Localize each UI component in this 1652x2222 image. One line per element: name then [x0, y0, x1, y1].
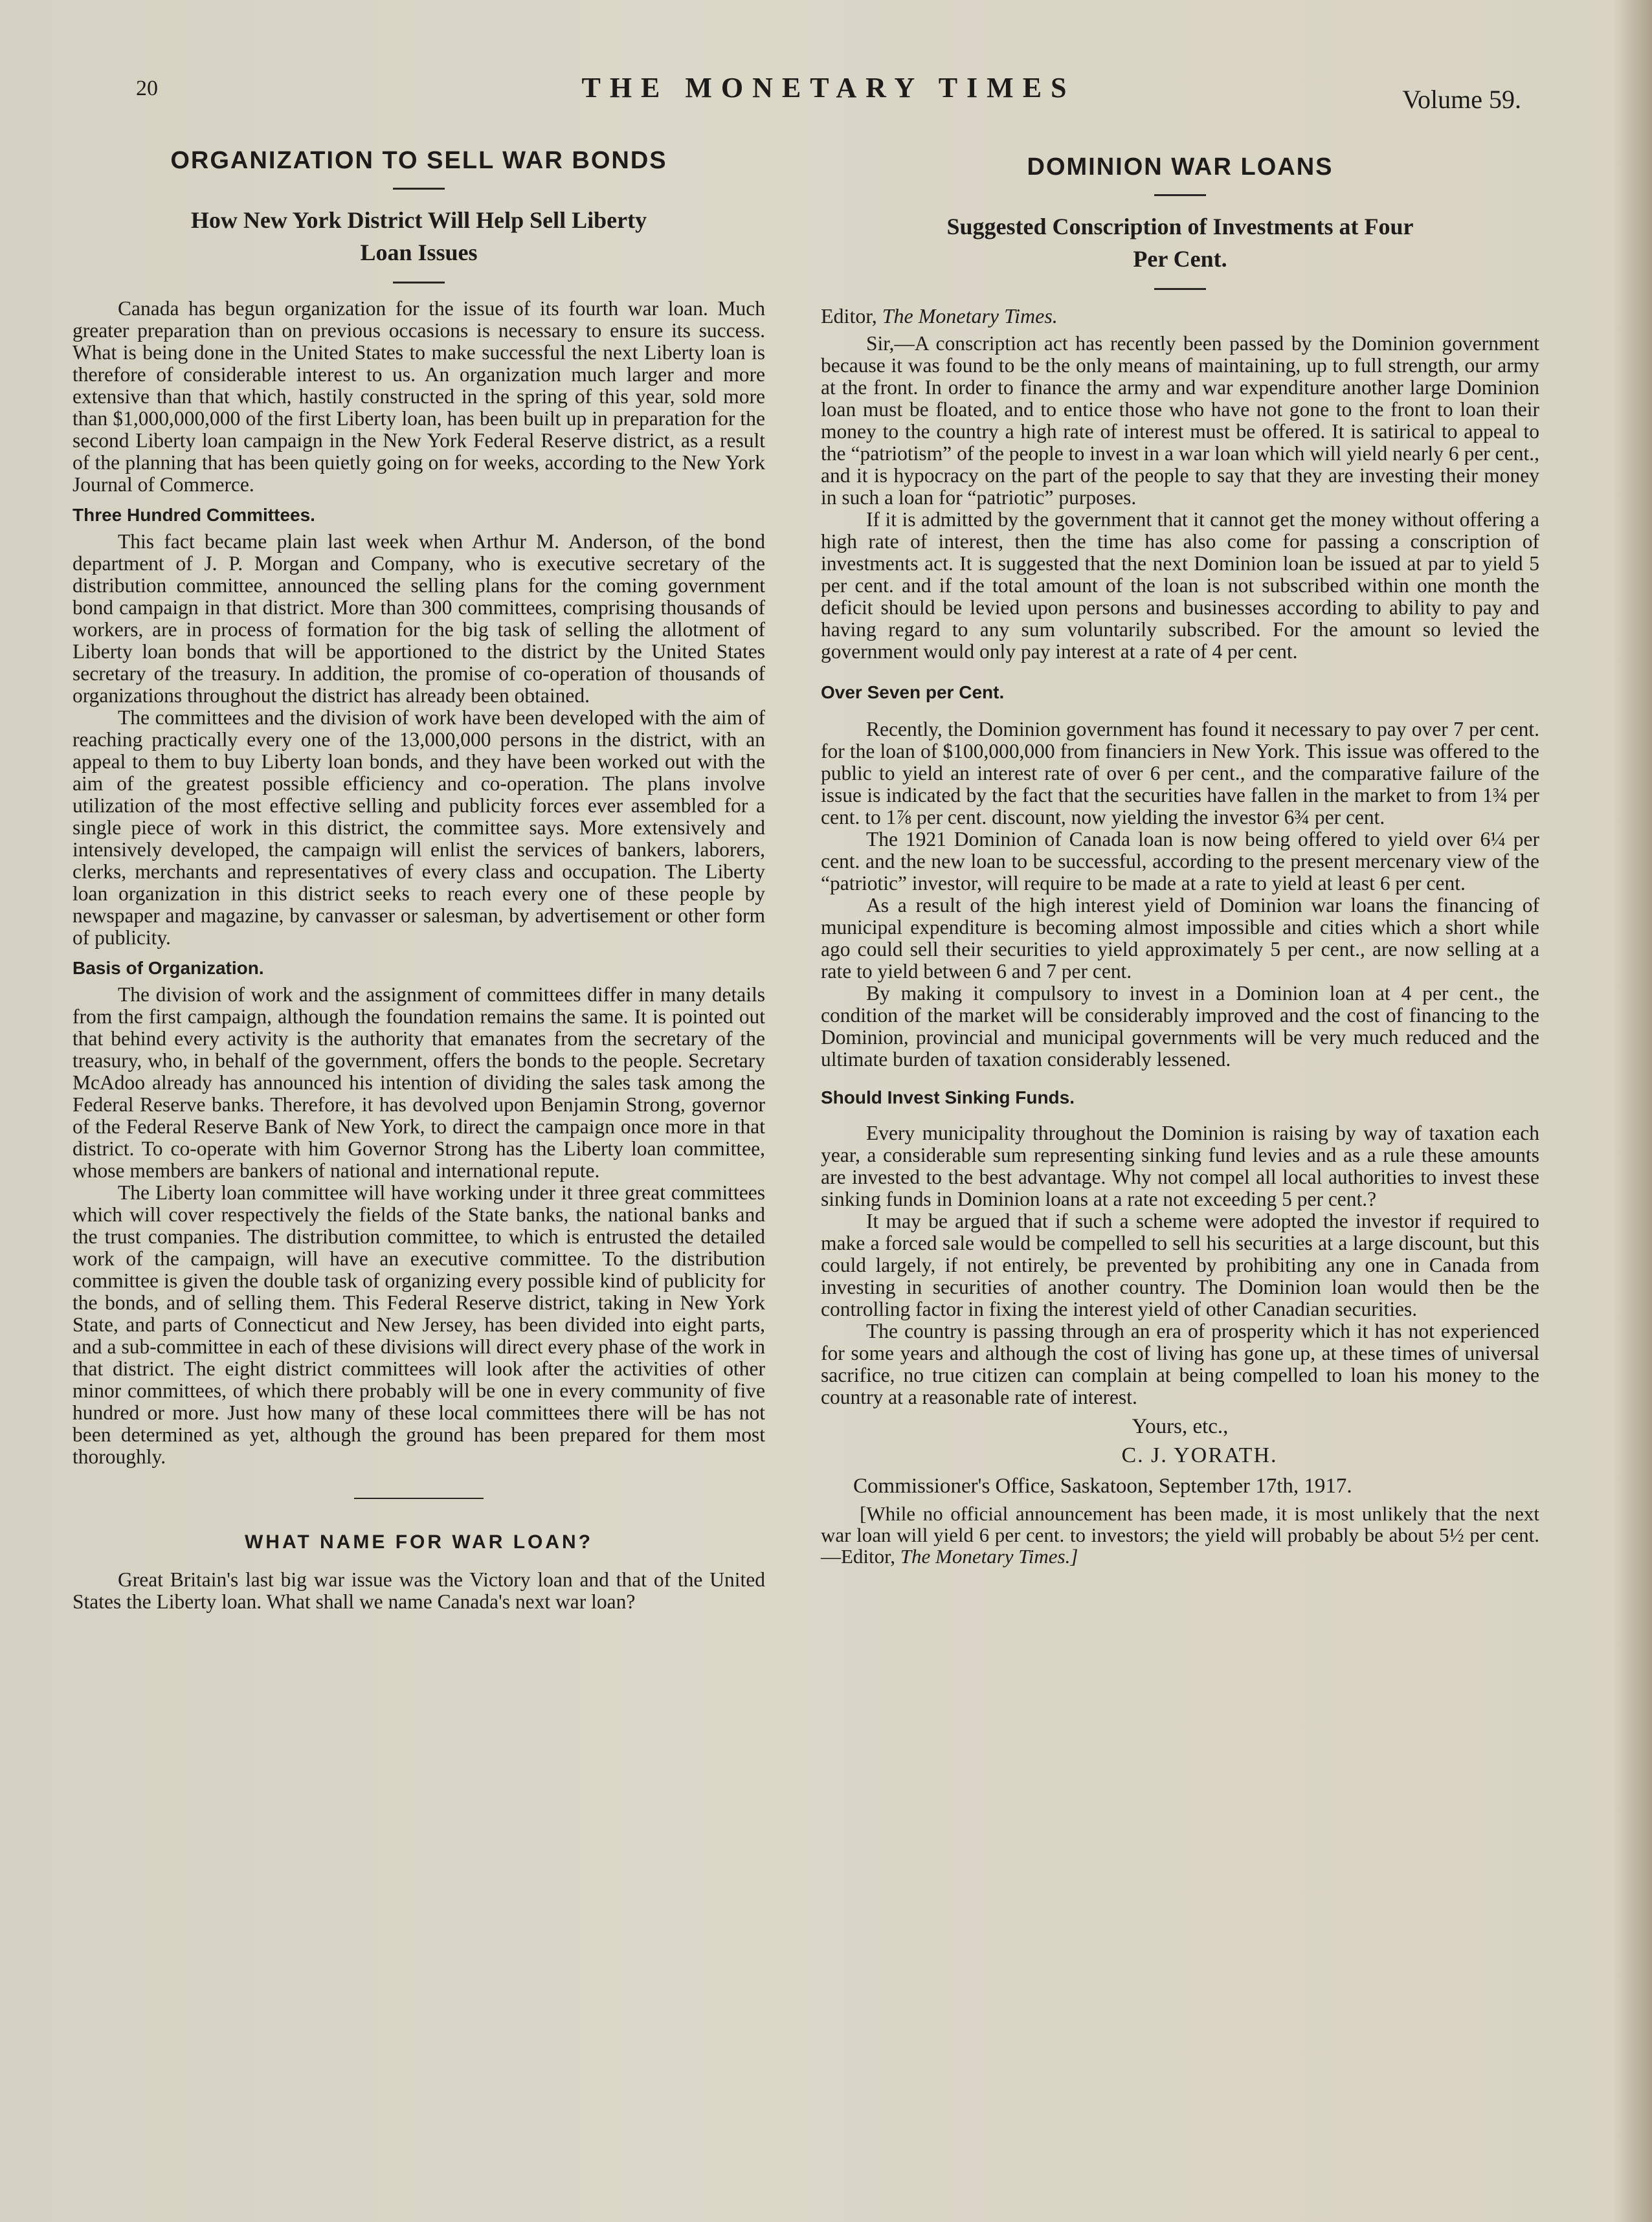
- page-header: [136, 71, 1521, 117]
- subtitle-rule: [1154, 288, 1206, 290]
- page-edge-shadow: [1613, 0, 1652, 2222]
- left-paragraph: The Liberty loan committee will have working under it three great committees which will cover respectively the fields of the State banks, the national banks and the trust companies. The distribution committee, to which is entrusted the detailed work of the campaign, will have an executive committee. To the distribution committee is given the double task of organizing every possible kind of publicity for the bonds, and of selling them. This Federal Reserve district, taking in New York State, and parts of Connecticut and New Jersey, has been divided into eight parts, and a sub-committee in each of these divisions will direct every phase of the work in that district. The eight district committees will look after the activities of other minor committees, of which there probably will be one in every community of five hundred or more. Just how many of these local committees there will be has not been determined as yet, although the ground has been prepared for them most thoroughly.: [73, 1181, 765, 1468]
- right-paragraph: If it is admitted by the government that it cannot get the money without offering a high rate of interest, then the time has also come for passing a conscription of investments act. It is suggested that the next Dominion loan be issued at par to yield 5 per cent. and if the total amount of the loan is not subscribed within one month the deficit should be levied upon persons and businesses according to ability to pay and having regard to any sum voluntarily subscribed. For the amount so levied the government would only pay interest at a rate of 4 per cent.: [821, 508, 1539, 663]
- right-column: [821, 139, 1539, 1567]
- left-column: [73, 139, 765, 1613]
- editor-note-publication: The Monetary Times.]: [900, 1545, 1078, 1568]
- right-paragraph: As a result of the high interest yield of Dominion war loans the financing of municipal expenditure is becoming almost impossible and cities which a short while ago could sell their securities to yield approximately 5 per cent., are now selling at a rate to yield between 6 and 7 per cent.: [821, 894, 1539, 983]
- right-paragraph: By making it compulsory to invest in a Dominion loan at 4 per cent., the condition of the market will be considerably improved and the cost of financing to the Dominion, provincial and municipal governments will be very much reduced and the ultimate burden of taxation considerably lessened.: [821, 982, 1539, 1071]
- journal-name: THE MONETARY TIMES: [581, 72, 1076, 104]
- letter-signature: C. J. YORATH.: [1121, 1443, 1278, 1467]
- letter-salutation: [821, 304, 1539, 328]
- left-article-subtitle: How New York District Will Help Sell Liberty Loan Issues: [190, 207, 647, 265]
- right-paragraph: The country is passing through an era of prosperity which it has not experienced for some years and although the cost of living has gone up, at these times of universal sacrifice, no true citizen can complain at being compelled to loan his money to the country at a reasonable rate of interest.: [821, 1320, 1539, 1408]
- right-paragraph: It may be argued that if such a scheme were adopted the investor if required to make a forced sale would be compelled to sell his securities at a large discount, but this could largely, if not entirely, be prevented by prohibiting any one in Canada from investing in securities of another country. The Dominion loan would then be the controlling factor in fixing the interest yield of other Canadian securities.: [821, 1210, 1539, 1320]
- salutation-publication: The Monetary Times.: [882, 304, 1058, 328]
- page-number: 20: [136, 76, 158, 100]
- left-section-heading: Basis of Organization.: [73, 958, 264, 978]
- title-rule: [1154, 194, 1206, 196]
- left-section-heading: Three Hundred Committees.: [73, 505, 315, 525]
- editor-note-text: [While no official announcement has been made, it is most unlikely that the next war loan will yield 6 per cent. to investors; the yield will probably be about 5½ per cent.—Editor,: [821, 1502, 1539, 1568]
- volume-label: Volume 59.: [1402, 85, 1521, 114]
- editor-note: [821, 1503, 1539, 1567]
- short-article-title: WHAT NAME FOR WAR LOAN?: [244, 1531, 594, 1553]
- right-paragraph: Sir,—A conscription act has recently been passed by the Dominion government because it was found to be the only means of maintaining, up to full strength, our army at the front. In order to finance the army and war expenditure another large Dominion loan must be floated, and to entice those who have not gone to the front to loan their money to the country a high rate of interest must be offered. It is satirical to appeal to the “patriotism” of the people to invest in a war loan which will yield nearly 6 per cent., and it is hypocracy on the part of the people to say that they are investing their money in such a loan for “patriotic” purposes.: [821, 332, 1539, 509]
- left-paragraph: Canada has begun organization for the issue of its fourth war loan. Much greater preparation than on previous occasions is necessary to ensure its success. What is being done in the United States to make successful the next Liberty loan is therefore of considerable interest to us. An organization much larger and more extensive than that which, hastily constructed in the spring of this year, sold more than $1,000,000,000 of the first Liberty loan, has been built up in preparation for the second Liberty loan campaign in the New York Federal Reserve district, as a result of the planning that has been quietly going on for weeks, according to the New York Journal of Commerce.: [73, 297, 765, 496]
- left-article-title: ORGANIZATION TO SELL WAR BONDS: [170, 147, 667, 174]
- right-article-title: DOMINION WAR LOANS: [1027, 153, 1334, 181]
- subtitle-rule: [393, 282, 445, 283]
- letter-dateline: Commissioner's Office, Saskatoon, September 17th, 1917.: [853, 1474, 1352, 1498]
- letter-closing: Yours, etc.,: [1132, 1415, 1229, 1438]
- right-paragraph: Recently, the Dominion government has found it necessary to pay over 7 per cent. for the loan of $100,000,000 from financiers in New York. This issue was offered to the public to yield an interest rate of over 6 per cent., and the comparative failure of the issue is indicated by the fact that the securities have fallen in the market to from 1¾ per cent. to 1⅞ per cent. discount, now yielding the investor 6¾ per cent.: [821, 718, 1539, 828]
- right-section-heading: Over Seven per Cent.: [821, 682, 1005, 702]
- title-rule: [393, 188, 445, 190]
- left-paragraph: The committees and the division of work have been developed with the aim of reaching practically every one of the 13,000,000 persons in the district, with an appeal to them to buy Liberty loan bonds, and they have been worked out with the aim of the greatest possible efficiency and co-operation. The plans involve utilization of the most effective selling and publicity forces ever assembled for a single piece of work in this district, the committee says. More extensively and intensively developed, the campaign will enlist the services of bankers, laborers, clerks, merchants and representatives of every class and occupation. The Liberty loan organization in this district seeks to reach every one of these people by newspaper and magazine, by canvasser or salesman, by advertisement or other form of publicity.: [73, 706, 765, 949]
- right-paragraph: Every municipality throughout the Dominion is raising by way of taxation each year, a considerable sum representing sinking fund levies and as a rule these amounts are invested to the best advantage. Why not compel all local authorities to invest these sinking funds in Dominion loans at a rate not exceeding 5 per cent.?: [821, 1122, 1539, 1210]
- salutation-prefix: Editor,: [821, 304, 882, 328]
- left-paragraph: This fact became plain last week when Arthur M. Anderson, of the bond department of J. P. Morgan and Company, who is executive secretary of the distribution committee, announced the selling plans for the coming government bond campaign in that district. More than 300 committees, comprising thousands of workers, are in process of formation for the big task of selling the allotment of Liberty loan bonds that will be apportioned to the district by the United States secretary of the treasury. In addition, the promise of co-operation of thousands of organizations throughout the district has already been obtained.: [73, 530, 765, 707]
- short-article-paragraph: Great Britain's last big war issue was the Victory loan and that of the United States the Liberty loan. What shall we name Canada's next war loan?: [73, 1568, 765, 1613]
- right-article-subtitle: Suggested Conscription of Investments at Four Per Cent.: [946, 214, 1414, 272]
- right-section-heading: Should Invest Sinking Funds.: [821, 1087, 1075, 1107]
- left-paragraph: The division of work and the assignment of committees differ in many details from the first campaign, although the foundation remains the same. It is pointed out that behind every activity is the authority that emanates from the secretary of the treasury, who, in behalf of the government, offers the bonds to the people. Secretary McAdoo already has announced his intention of dividing the sales task among the Federal Reserve banks. Therefore, it has devolved upon Benjamin Strong, governor of the Federal Reserve Bank of New York, to direct the campaign once more in that district. To co-operate with him Governor Strong has the Liberty loan committee, whose members are bankers of national and international repute.: [73, 983, 765, 1182]
- right-paragraph: The 1921 Dominion of Canada loan is now being offered to yield over 6¼ per cent. and the new loan to be successful, according to the present mercenary view of the “patriotic” investor, will require to be made at a rate to yield at least 6 per cent.: [821, 828, 1539, 894]
